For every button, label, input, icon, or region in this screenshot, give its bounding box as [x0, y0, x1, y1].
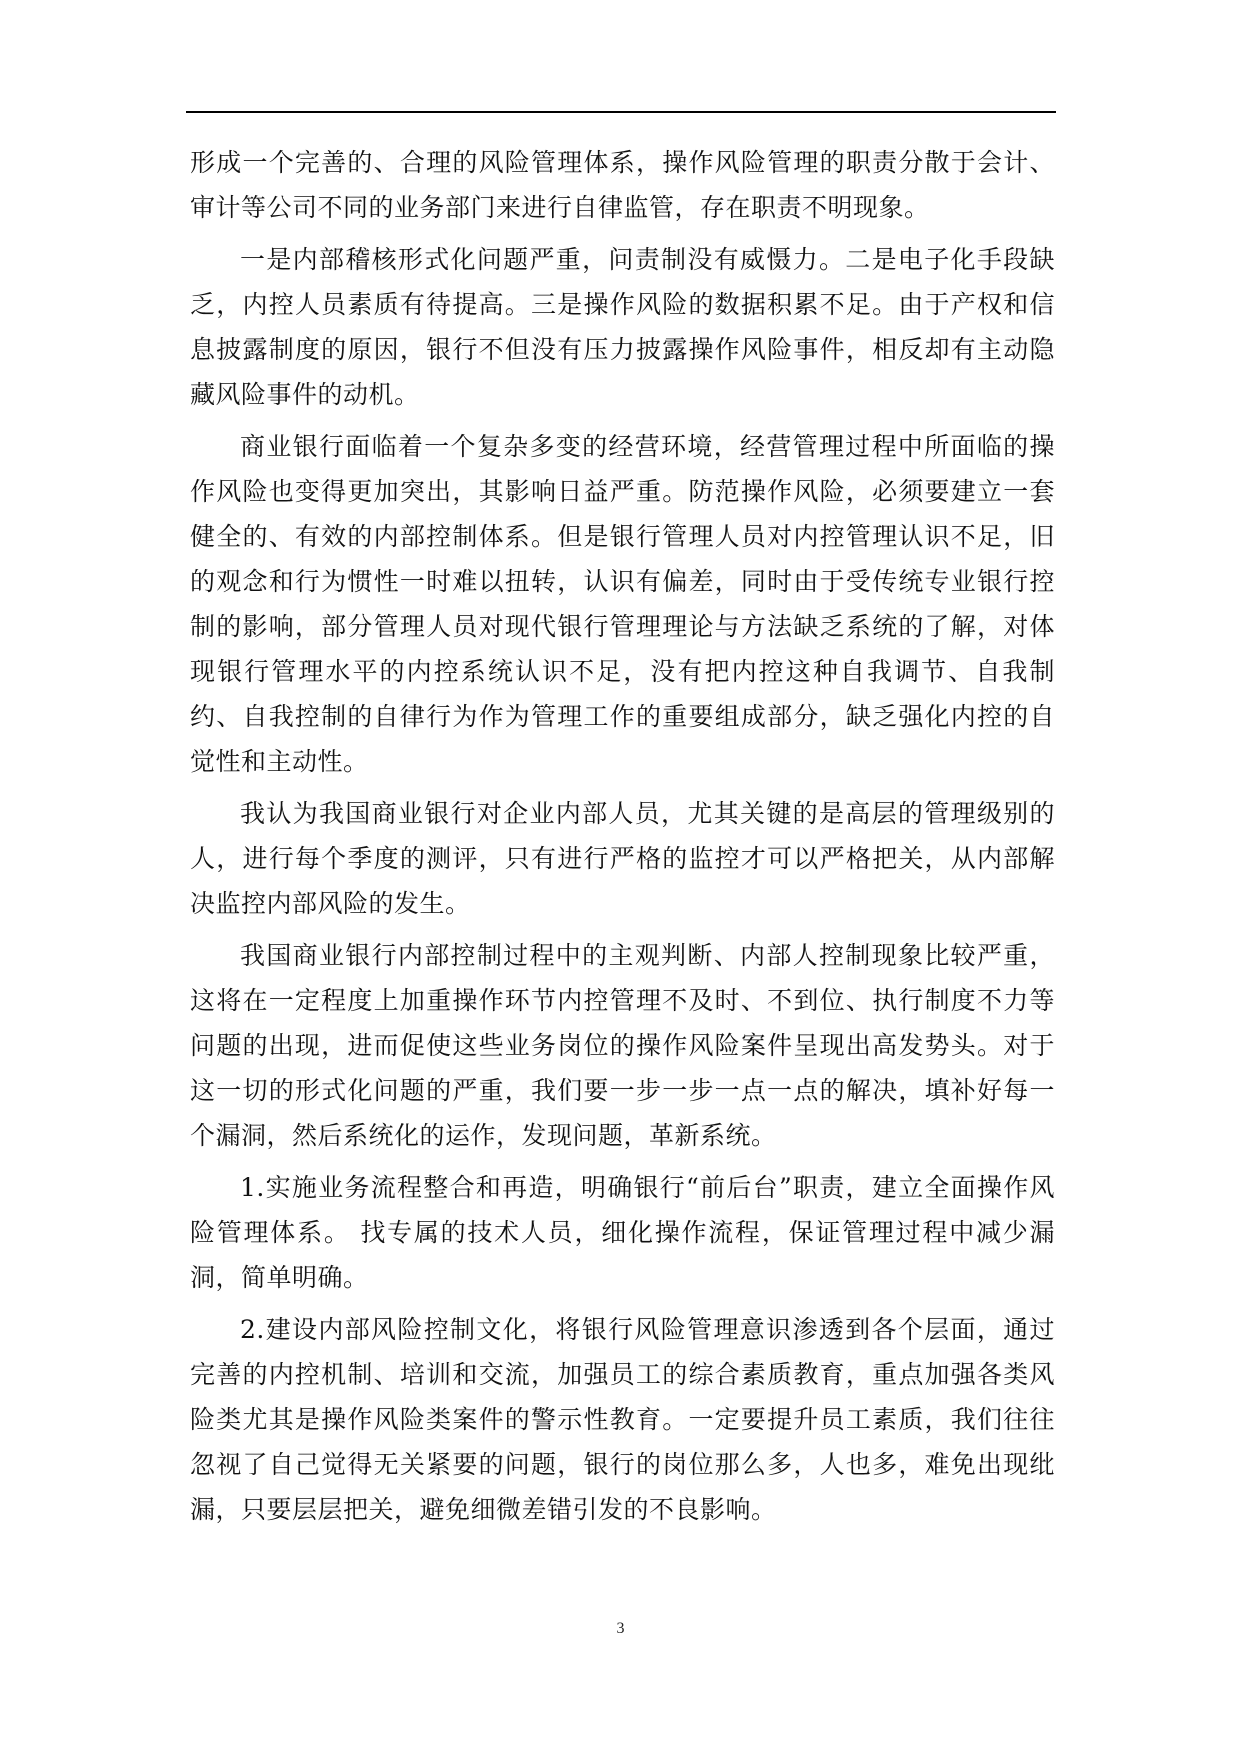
paragraph-5: 我国商业银行内部控制过程中的主观判断、内部人控制现象比较严重，这将在一定程度上加重操作环节内控管理不及时、不到位、执行制度不力等问题的出现，进而促使这些业务岗位的操作风险案件呈现出高发势头。对于这一切的形式化问题的严重，我们要一步一步一点一点的解决，填补好每一个漏洞，然后系统化的运作，发现问题，革新系统。: [190, 941, 1055, 1150]
header-rule: [186, 111, 1056, 113]
paragraph-2: 一是内部稽核形式化问题严重，问责制没有威慑力。二是电子化手段缺乏，内控人员素质有待提高。三是操作风险的数据积累不足。由于产权和信息披露制度的原因，银行不但没有压力披露操作风险事件，相反却有主动隐藏风险事件的动机。: [190, 245, 1055, 409]
paragraph-3: 商业银行面临着一个复杂多变的经营环境，经营管理过程中所面临的操作风险也变得更加突出，其影响日益严重。防范操作风险，必须要建立一套健全的、有效的内部控制体系。但是银行管理人员对内控管理认识不足，旧的观念和行为惯性一时难以扭转，认识有偏差，同时由于受传统专业银行控制的影响，部分管理人员对现代银行管理理论与方法缺乏系统的了解，对体现银行管理水平的内控系统认识不足，没有把内控这种自我调节、自我制约、自我控制的自律行为作为管理工作的重要组成部分，缺乏强化内控的自觉性和主动性。: [190, 432, 1055, 776]
paragraph-1: 形成一个完善的、合理的风险管理体系，操作风险管理的职责分散于会计、审计等公司不同的业务部门来进行自律监管，存在职责不明现象。: [190, 148, 1055, 222]
document-body: [190, 140, 1055, 1539]
paragraph-6: 1.实施业务流程整合和再造，明确银行“前后台”职责，建立全面操作风险管理体系。 找专属的技术人员，细化操作流程，保证管理过程中减少漏洞，简单明确。: [190, 1173, 1055, 1292]
paragraph-4: 我认为我国商业银行对企业内部人员，尤其关键的是高层的管理级别的人，进行每个季度的测评，只有进行严格的监控才可以严格把关，从内部解决监控内部风险的发生。: [190, 799, 1055, 918]
page-number: 3: [616, 1620, 625, 1637]
paragraph-7: 2.建设内部风险控制文化，将银行风险管理意识渗透到各个层面，通过完善的内控机制、培训和交流，加强员工的综合素质教育，重点加强各类风险类尤其是操作风险类案件的警示性教育。一定要提升员工素质，我们往往忽视了自己觉得无关紧要的问题，银行的岗位那么多，人也多，难免出现纰漏，只要层层把关，避免细微差错引发的不良影响。: [190, 1315, 1055, 1524]
